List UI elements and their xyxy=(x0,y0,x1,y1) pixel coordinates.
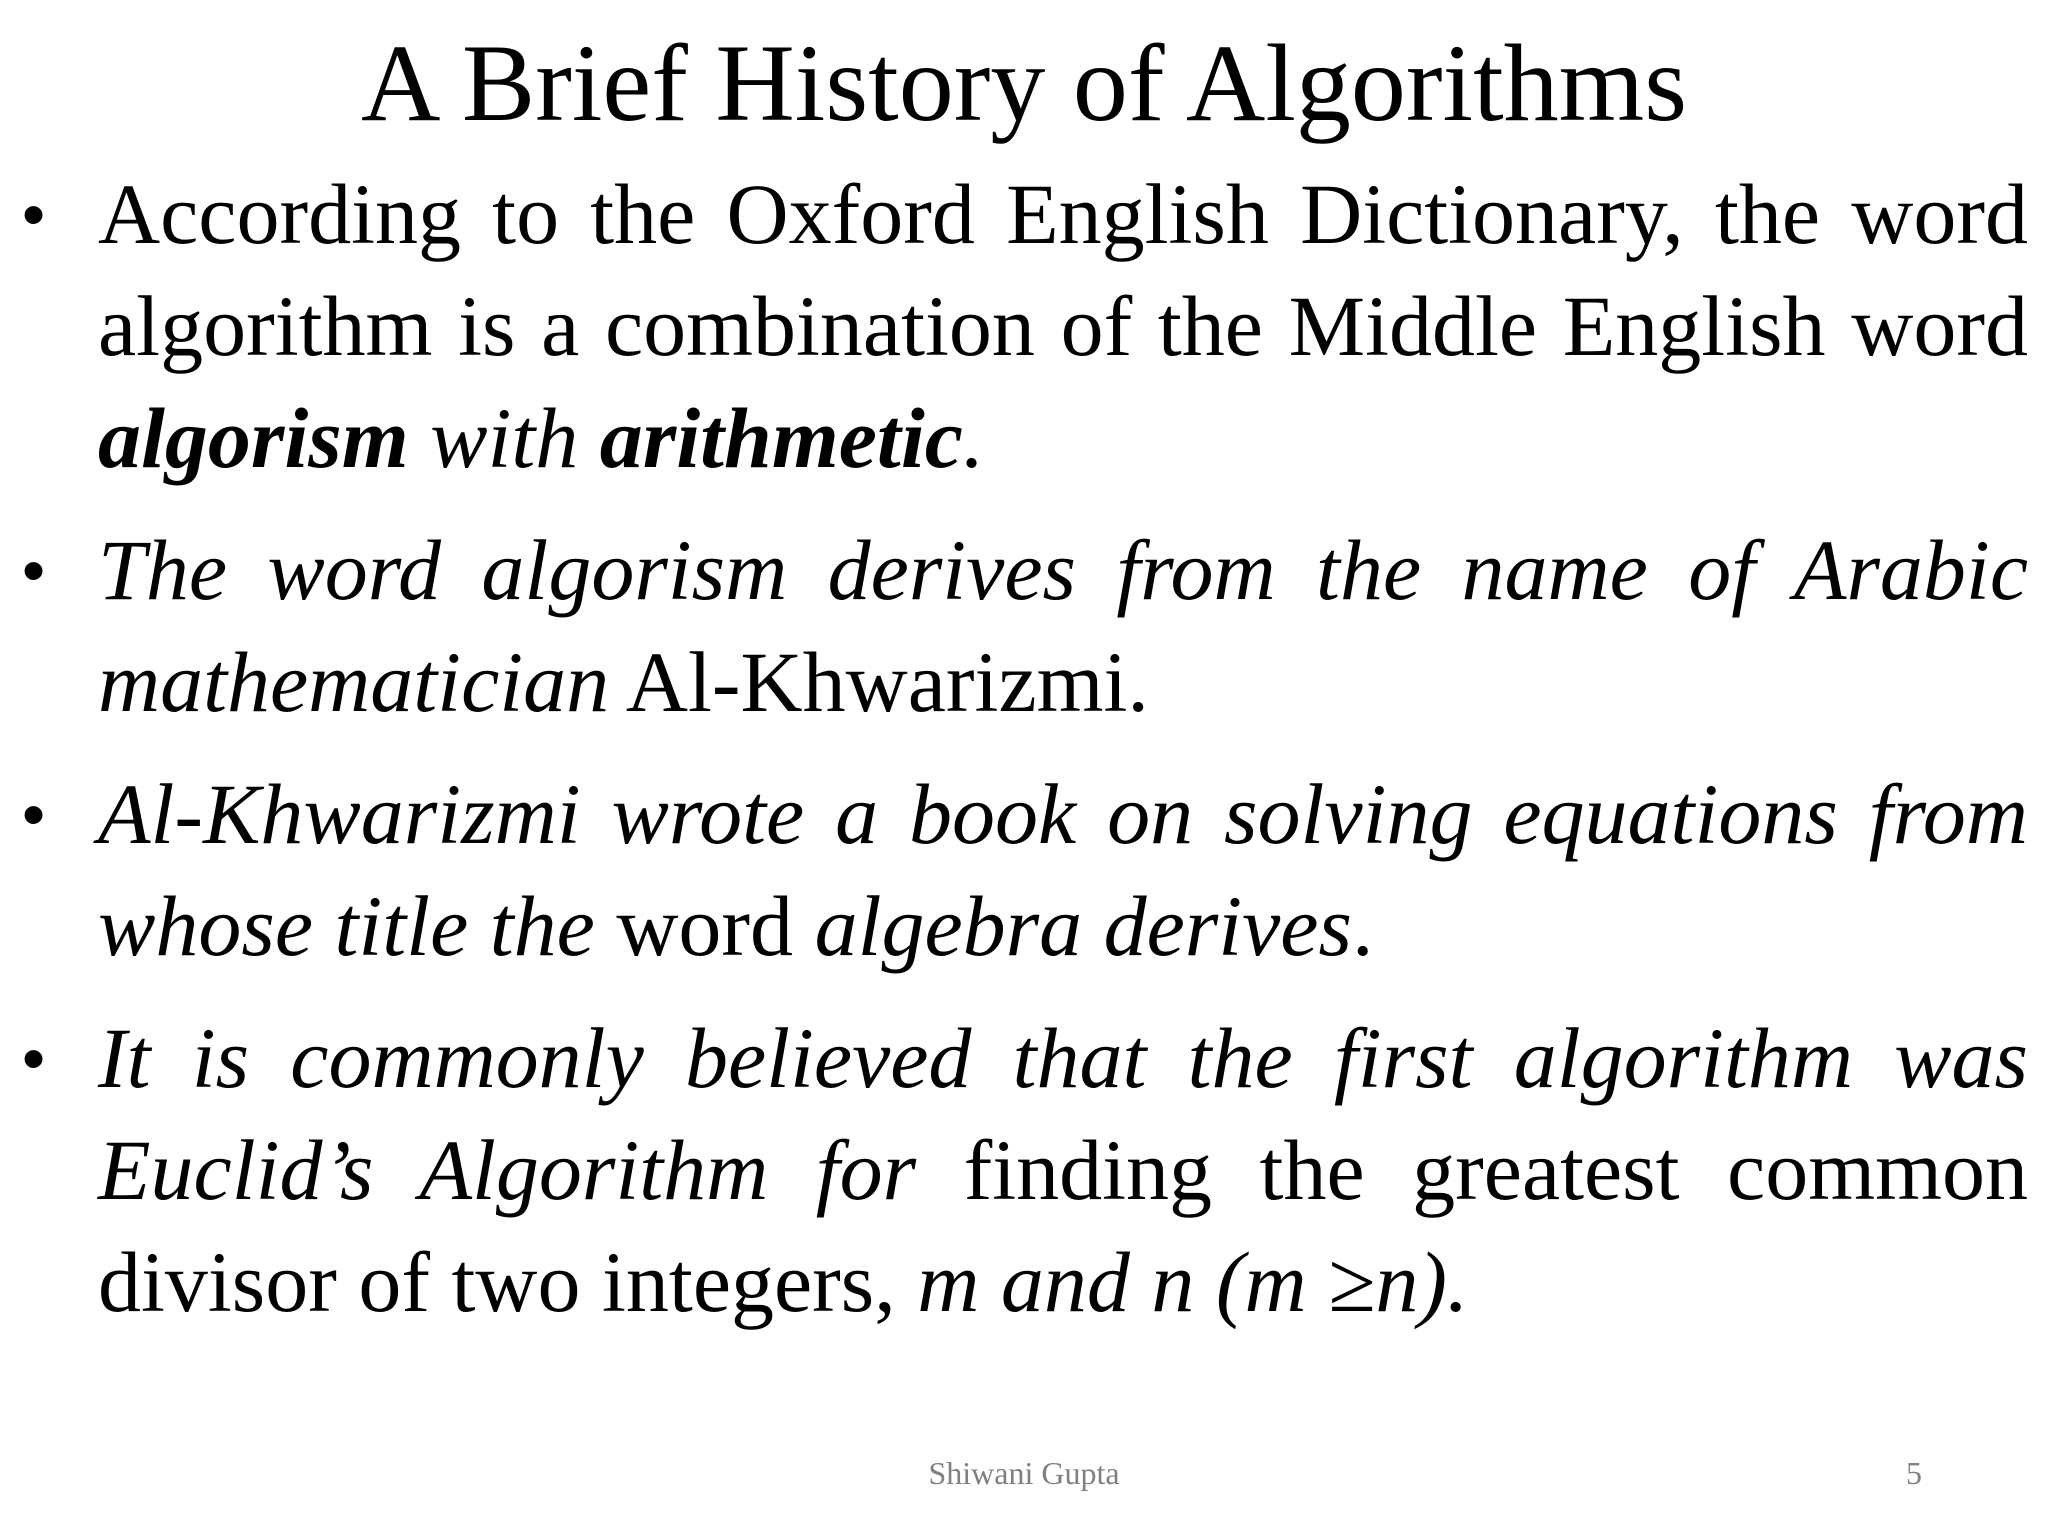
bullet-text: finding the greatest common divisor of two integers, xyxy=(98,1122,2029,1330)
bullet-icon: • xyxy=(22,533,46,607)
slide-title: A Brief History of Algorithms xyxy=(360,22,1688,144)
bullet-item-3 xyxy=(0,758,2048,982)
bullet-text: with xyxy=(408,390,600,486)
bullet-icon: • xyxy=(22,777,46,851)
bullet-list xyxy=(0,158,2048,1338)
bullet-text: . xyxy=(962,390,985,486)
bullet-text: . xyxy=(1351,878,1374,974)
bullet-term-algebra: algebra derives xyxy=(814,878,1352,974)
bullet-text: It is commonly believed that the first algorithm was Euclid’s Algorithm for xyxy=(98,1010,2028,1218)
bullet-term-algorism: algorism xyxy=(98,390,409,486)
bullet-text: m and n (m ≥n). xyxy=(917,1234,1469,1330)
bullet-icon: • xyxy=(22,177,46,251)
page-number: 5 xyxy=(1906,1455,1922,1491)
bullet-text: word xyxy=(594,878,815,974)
bullet-text: Al-Khwarizmi wrote a book on solving equations from whose title the xyxy=(98,766,2028,974)
footer-author: Shiwani Gupta xyxy=(928,1455,1120,1491)
bullet-term-arithmetic: arithmetic xyxy=(599,390,963,486)
bullet-item-4 xyxy=(0,1002,2048,1338)
bullet-icon: • xyxy=(22,1021,46,1095)
bullet-text: The word algorism derives from the name of Arabic mathematician xyxy=(98,522,2028,730)
bullet-text: According to the Oxford English Dictionary, the word algorithm is a combination of the Middle English word xyxy=(98,166,2028,374)
bullet-item-2 xyxy=(0,514,2048,738)
bullet-item-1 xyxy=(0,158,2048,494)
bullet-text: Al-Khwarizmi. xyxy=(609,634,1149,730)
